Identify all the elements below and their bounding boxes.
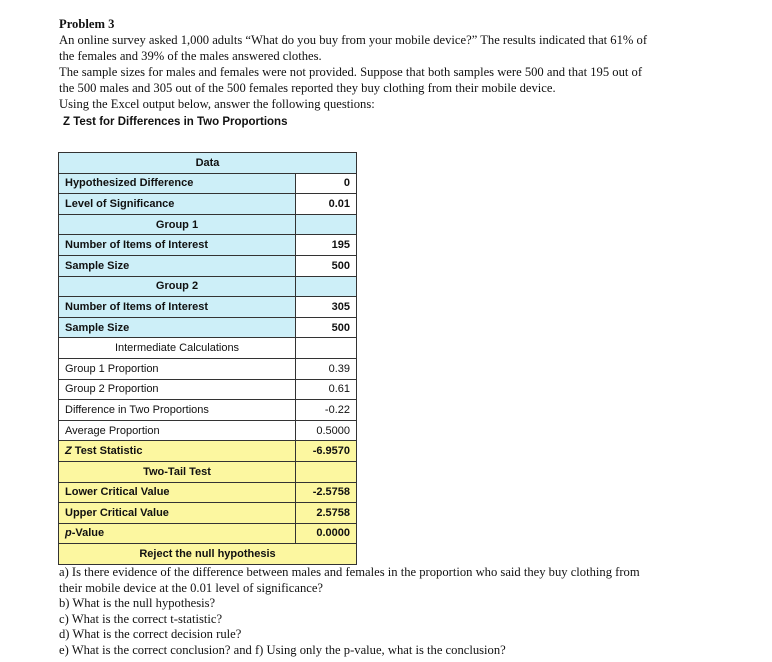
group2-items-value: 305 [296, 297, 357, 318]
table-row [59, 276, 357, 297]
average-proportion-label: Average Proportion [59, 420, 296, 441]
p-value-label [59, 523, 296, 544]
significance-label: Level of Significance [59, 194, 296, 215]
question-line: their mobile device at the 0.01 level of significance? [59, 580, 324, 595]
question-line: d) What is the correct decision rule? [59, 627, 242, 642]
z-label-rest: Test Statistic [71, 445, 143, 458]
difference-value: -0.22 [296, 400, 357, 421]
group1-items-label: Number of Items of Interest [59, 235, 296, 256]
table-row [59, 338, 357, 359]
intermediate-header: Intermediate Calculations [59, 338, 296, 359]
average-proportion-value: 0.5000 [296, 420, 357, 441]
table-row [59, 153, 357, 174]
excel-output-table [58, 152, 357, 565]
group2-header: Group 2 [59, 276, 296, 297]
table-row [59, 173, 357, 194]
z-statistic-label [59, 441, 296, 462]
table-row [59, 194, 357, 215]
lower-critical-label: Lower Critical Value [59, 482, 296, 503]
group1-size-label: Sample Size [59, 255, 296, 276]
two-tail-header: Two-Tail Test [59, 461, 296, 482]
p-label-rest: -Value [71, 527, 105, 540]
difference-label: Difference in Two Proportions [59, 400, 296, 421]
intermediate-header-blank [296, 338, 357, 359]
problem-line: the females and 39% of the males answered clothes. [59, 48, 322, 63]
hypothesized-difference-value: 0 [296, 173, 357, 194]
group1-items-value: 195 [296, 235, 357, 256]
p-value-value: 0.0000 [296, 523, 357, 544]
table-row [59, 379, 357, 400]
table-row [59, 441, 357, 462]
group1-proportion-label: Group 1 Proportion [59, 358, 296, 379]
upper-critical-value: 2.5758 [296, 503, 357, 524]
upper-critical-label: Upper Critical Value [59, 503, 296, 524]
table-row [59, 523, 357, 544]
worksheet-title: Z Test for Differences in Two Proportions [63, 116, 288, 128]
group2-header-blank [296, 276, 357, 297]
table-row [59, 400, 357, 421]
table-row [59, 461, 357, 482]
group1-proportion-value: 0.39 [296, 358, 357, 379]
question-line: b) What is the null hypothesis? [59, 596, 216, 611]
problem-line: The sample sizes for males and females were not provided. Suppose that both samples were 500 and that 195 out of [59, 64, 643, 79]
data-header: Data [59, 153, 357, 174]
table-row [59, 255, 357, 276]
table-row [59, 214, 357, 235]
lower-critical-value: -2.5758 [296, 482, 357, 503]
table-row [59, 358, 357, 379]
table-row [59, 544, 357, 565]
group2-size-value: 500 [296, 317, 357, 338]
table-row [59, 482, 357, 503]
group2-proportion-label: Group 2 Proportion [59, 379, 296, 400]
questions [59, 565, 759, 659]
question-line: c) What is the correct t-statistic? [59, 611, 223, 626]
problem-line: An online survey asked 1,000 adults “What do you buy from your mobile device?” The results indicated that 61% of [59, 32, 648, 47]
group2-items-label: Number of Items of Interest [59, 297, 296, 318]
problem-line: the 500 males and 305 out of the 500 females reported they buy clothing from their mobile device. [59, 80, 556, 95]
problem-intro [59, 17, 759, 112]
z-italic: Z [65, 445, 72, 458]
table-row [59, 235, 357, 256]
table-row [59, 420, 357, 441]
p-italic: p [65, 527, 72, 540]
significance-value: 0.01 [296, 194, 357, 215]
question-line: a) Is there evidence of the difference between males and females in the proportion who said they buy clothing from [59, 565, 640, 579]
table-row [59, 503, 357, 524]
conclusion-cell: Reject the null hypothesis [59, 544, 357, 565]
table-row [59, 297, 357, 318]
hypothesized-difference-label: Hypothesized Difference [59, 173, 296, 194]
group1-header-blank [296, 214, 357, 235]
problem-title: Problem 3 [59, 17, 115, 31]
group1-header: Group 1 [59, 214, 296, 235]
group2-proportion-value: 0.61 [296, 379, 357, 400]
problem-line: Using the Excel output below, answer the following questions: [59, 96, 375, 111]
z-statistic-value: -6.9570 [296, 441, 357, 462]
group1-size-value: 500 [296, 255, 357, 276]
question-line: e) What is the correct conclusion? and f) Using only the p-value, what is the conclusion? [59, 642, 506, 657]
two-tail-header-blank [296, 461, 357, 482]
table-row [59, 317, 357, 338]
group2-size-label: Sample Size [59, 317, 296, 338]
